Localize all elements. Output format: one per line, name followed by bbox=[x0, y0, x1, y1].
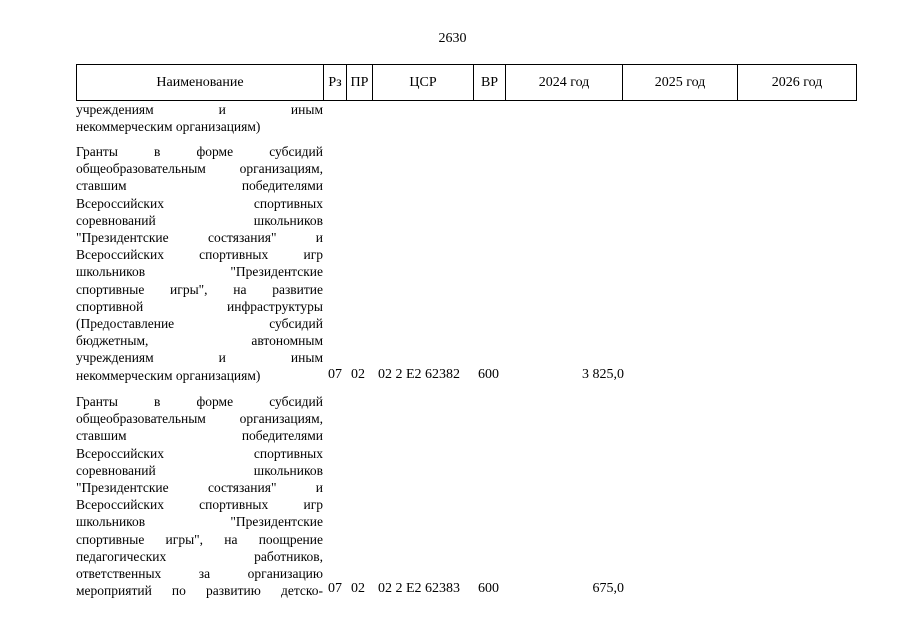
header-rz: Рз bbox=[324, 65, 347, 101]
header-2025: 2025 год bbox=[623, 65, 738, 101]
header-csr: ЦСР bbox=[373, 65, 474, 101]
header-vr: ВР bbox=[474, 65, 506, 101]
cell-vr: 600 bbox=[478, 581, 499, 596]
cell-rz: 07 bbox=[328, 581, 342, 596]
table-row-name: Гранты в форме субсидий общеобразовательным организациям, ставшим победителями Всероссийских спортивных соревнований школьников "Президентские состязания" и Всероссийских спортивных игр школьников "Президентские спортивные игры", на развитие спортивной инфраструктуры (Предоставление субсидий бюджетным, автономным учреждениям и иным некоммерческим организациям) bbox=[76, 144, 323, 383]
cell-vr: 600 bbox=[478, 367, 499, 382]
table-row-name: Гранты в форме субсидий общеобразовательным организациям, ставшим победителями Всероссийских спортивных соревнований школьников "Президентские состязания" и Всероссийских спортивных игр школьников "Президентские спортивные игры", на поощрение педагогических работников, ответственных за организацию мероприятий по развитию детско- bbox=[76, 394, 323, 599]
table-row-name: учреждениям и иным некоммерческим организациям) bbox=[76, 102, 323, 135]
cell-csr: 02 2 Е2 62383 bbox=[378, 581, 461, 596]
cell-2024: 675,0 bbox=[592, 581, 624, 596]
cell-rz: 07 bbox=[328, 367, 342, 382]
header-2024: 2024 год bbox=[506, 65, 623, 101]
cell-2024: 3 825,0 bbox=[582, 367, 624, 382]
header-name: Наименование bbox=[77, 65, 324, 101]
header-2026: 2026 год bbox=[738, 65, 857, 101]
cell-pr: 02 bbox=[351, 581, 365, 596]
cell-pr: 02 bbox=[351, 367, 365, 382]
header-pr: ПР bbox=[347, 65, 373, 101]
cell-csr: 02 2 Е2 62382 bbox=[378, 367, 461, 382]
page-number: 2630 bbox=[438, 31, 467, 46]
